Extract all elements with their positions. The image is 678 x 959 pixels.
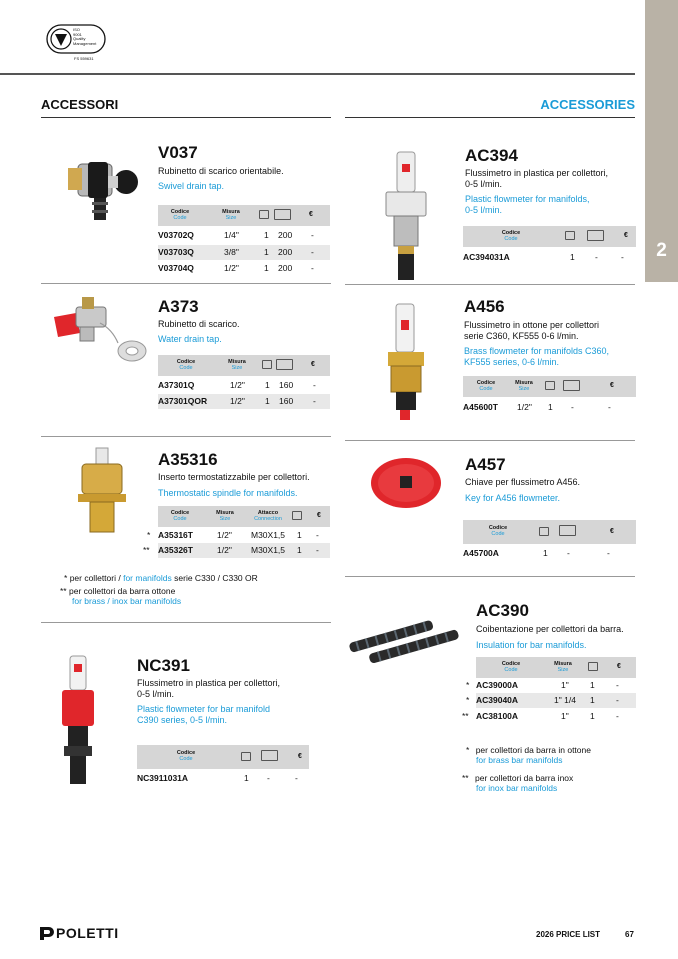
col-misura: Misura (216, 510, 234, 516)
desc-it-line: Flussimetro in ottone per collettori (464, 320, 600, 330)
carton-icon (276, 359, 293, 370)
row-code: AC39040A (476, 695, 519, 705)
table-row (463, 546, 636, 561)
product-code: AC390 (476, 601, 529, 620)
row-price: - (621, 252, 624, 262)
cert-line: Quality (73, 36, 86, 41)
desc-it-line: 0-5 l/min. (465, 179, 503, 189)
row-qty-box: - (571, 402, 574, 412)
row-size: 1/2" (230, 396, 245, 406)
cert-line: 9001 (73, 31, 82, 37)
desc-en-line: C390 series, 0-5 l/min. (137, 715, 228, 725)
a457-image (368, 456, 444, 510)
note-en: for manifolds (123, 573, 172, 583)
table-header (463, 520, 636, 544)
col-euro: € (298, 753, 302, 760)
desc-it: Chiave per flussimetro A456. (465, 477, 581, 487)
box-icon (259, 210, 269, 219)
product-code: A457 (465, 455, 506, 474)
row-size: 1/2" (224, 263, 239, 273)
col-codice: Codice (488, 525, 508, 531)
note-it: per collettori / (69, 573, 121, 583)
col-codice: Codice (170, 510, 190, 516)
desc-en-line: KF555 series, 0-6 l/min. (464, 357, 560, 367)
footnote (64, 573, 258, 583)
desc-en-line: Plastic flowmeter for bar manifold (137, 704, 271, 714)
product-code: A35316 (158, 450, 218, 469)
carton-icon (261, 750, 278, 761)
desc-it: Coibentazione per collettori da barra. (476, 624, 624, 634)
col-euro: € (617, 663, 621, 670)
divider (345, 576, 635, 577)
row-code: A37301Q (158, 380, 195, 390)
row-qty: 1 (265, 396, 270, 406)
section-title-it: ACCESSORI (41, 97, 119, 112)
ac394-image (380, 150, 432, 282)
row-price: - (616, 695, 619, 705)
row-price: - (616, 711, 619, 721)
note-en: for brass bar manifolds (476, 755, 563, 765)
row-qty: 1 (265, 380, 270, 390)
table-row (158, 228, 330, 243)
row-qty: 1 (264, 263, 269, 273)
table-row (462, 678, 636, 693)
table-header (158, 205, 330, 226)
row-qty-box: 200 (278, 247, 293, 257)
row-size: 1/2" (230, 380, 245, 390)
divider (41, 283, 331, 284)
row-code: A37301QOR (158, 396, 208, 406)
box-icon (292, 511, 302, 520)
col-euro: € (610, 528, 614, 535)
row-size: 1/2" (517, 402, 532, 412)
row-price: - (608, 402, 611, 412)
row-price: - (311, 230, 314, 240)
row-qty: 1 (264, 247, 269, 257)
col-attacco: Attacco (257, 510, 279, 516)
table-row (158, 378, 330, 393)
row-qty: 1 (297, 545, 302, 555)
note-mark: ** (462, 773, 469, 783)
row-size: 1/2" (217, 530, 232, 540)
row-size: 1/4" (224, 230, 239, 240)
carton-icon (274, 209, 291, 220)
row-price: - (607, 548, 610, 558)
row-size: 1" 1/4 (554, 695, 576, 705)
col-code: Code (491, 531, 505, 537)
row-size: 1/2" (217, 545, 232, 555)
row-price: - (316, 530, 319, 540)
row-code: A35326T (158, 545, 193, 555)
desc-en-line: Brass flowmeter for manifolds C360, (464, 346, 610, 356)
row-qty: 1 (244, 773, 249, 783)
row-qty-box: - (267, 773, 270, 783)
table-row (463, 400, 636, 415)
box-icon (539, 527, 549, 536)
row-connection: M30X1,5 (251, 530, 286, 540)
desc-it-line: 0-5 l/min. (137, 689, 175, 699)
table-row (158, 261, 330, 276)
row-code: AC39000A (476, 680, 519, 690)
a373-image (52, 293, 152, 365)
desc-it: Rubinetto di scarico. (158, 319, 240, 329)
ac390-image (344, 610, 464, 672)
table-row (158, 394, 330, 409)
note-mark: ** (60, 586, 67, 596)
col-codice: Codice (501, 661, 521, 667)
row-price: - (311, 247, 314, 257)
section-title-en: ACCESSORIES (540, 97, 635, 112)
note-it: per collettori da barra in ottone (475, 745, 591, 755)
header-rule (0, 73, 635, 75)
brand-logo-icon (38, 925, 54, 941)
row-price: - (295, 773, 298, 783)
table-row (462, 709, 636, 724)
section-rule-left (41, 117, 331, 118)
col-codice: Codice (476, 380, 496, 386)
row-code: V03703Q (158, 247, 194, 257)
table-row (143, 543, 330, 558)
col-misura: Misura (515, 380, 533, 386)
row-mark: * (466, 695, 470, 705)
box-icon (545, 381, 555, 390)
row-qty-box: 160 (279, 380, 294, 390)
col-euro: € (309, 211, 313, 218)
col-code: Code (179, 365, 193, 371)
row-size: 1" (561, 711, 569, 721)
col-code: Code (179, 756, 193, 762)
note-en: for inox bar manifolds (476, 783, 558, 793)
divider (41, 622, 331, 623)
table-header (463, 376, 636, 397)
row-price: - (311, 263, 314, 273)
row-code: V03704Q (158, 263, 194, 273)
product-code: A373 (158, 297, 199, 316)
product-code: AC394 (465, 146, 518, 165)
row-code: A45600T (463, 402, 498, 412)
row-code: A35316T (158, 530, 193, 540)
row-code: AC38100A (476, 711, 519, 721)
col-misura: Misura (554, 661, 572, 667)
row-size: 1" (561, 680, 569, 690)
row-qty: 1 (297, 530, 302, 540)
box-icon (565, 231, 575, 240)
desc-it-line: Flussimetro in plastica per collettori, (465, 168, 609, 178)
table-header (463, 226, 636, 247)
row-qty-box: 200 (278, 230, 293, 240)
col-euro: € (624, 232, 628, 239)
footnote-en (476, 783, 557, 793)
note-it2: serie C330 / C330 OR (174, 573, 258, 583)
col-code: Code (504, 667, 518, 673)
footnote-en (72, 596, 181, 606)
row-qty: 1 (590, 711, 595, 721)
footnote (466, 745, 591, 755)
col-codice: Codice (176, 750, 196, 756)
table-row (463, 250, 636, 265)
row-qty: 1 (548, 402, 553, 412)
col-codice: Codice (176, 359, 196, 365)
cert-code: FS 559631 (74, 56, 94, 61)
desc-it: Inserto termostatizzabile per collettori. (158, 472, 310, 482)
col-misura: Misura (228, 359, 246, 365)
table-row (143, 528, 330, 543)
desc-en: Thermostatic spindle for manifolds. (158, 488, 298, 498)
box-icon (262, 360, 272, 369)
row-qty: 1 (570, 252, 575, 262)
table-row (158, 245, 330, 260)
row-mark: * (147, 530, 151, 540)
row-qty: 1 (264, 230, 269, 240)
desc-en-line: Plastic flowmeter for manifolds, (465, 194, 590, 204)
table-header (158, 355, 330, 376)
desc-en-line: 0-5 l/min. (465, 205, 503, 215)
row-mark: ** (143, 545, 150, 555)
product-code: NC391 (137, 656, 190, 675)
box-icon (241, 752, 251, 761)
note-mark: * (466, 745, 470, 755)
col-size: Size (557, 667, 569, 673)
chapter-number: 2 (656, 240, 667, 261)
col-size: Size (518, 386, 530, 392)
row-code: A45700A (463, 548, 499, 558)
divider (345, 440, 635, 441)
row-price: - (616, 680, 619, 690)
table-row (137, 771, 309, 786)
cert-line: Management (73, 40, 97, 46)
row-qty-box: 200 (278, 263, 293, 273)
v037-image (64, 150, 142, 225)
footnote (462, 773, 573, 783)
row-code: AC394031A (463, 252, 510, 262)
row-size: 3/8" (224, 247, 239, 257)
certification-logo (46, 24, 106, 54)
desc-it: Rubinetto di scarico orientabile. (158, 166, 284, 176)
table-row (462, 693, 636, 708)
carton-icon (563, 380, 580, 391)
nc391-image (58, 654, 98, 786)
row-code: NC3911031A (137, 773, 189, 783)
page-number: 67 (625, 930, 634, 939)
col-misura: Misura (222, 209, 240, 215)
desc-it-line: serie C360, KF555 0-6 l/min. (464, 331, 579, 341)
row-price: - (313, 380, 316, 390)
col-code: Code (504, 236, 518, 242)
col-euro: € (610, 382, 614, 389)
brand-name: POLETTI (56, 925, 119, 941)
note-it: per collettori da barra inox (475, 773, 574, 783)
col-codice: Codice (501, 230, 521, 236)
col-code: Code (479, 386, 493, 392)
a456-image (384, 302, 428, 424)
footnote (60, 586, 175, 596)
row-qty-box: - (595, 252, 598, 262)
product-code: A456 (464, 297, 505, 316)
table-header (476, 657, 636, 678)
desc-it-line: Flussimetro in plastica per collettori, (137, 678, 281, 688)
section-rule-right (345, 117, 635, 118)
row-mark: ** (462, 711, 469, 721)
row-code: V03702Q (158, 230, 194, 240)
col-size: Size (225, 215, 237, 221)
row-price: - (316, 545, 319, 555)
row-connection: M30X1,5 (251, 545, 286, 555)
row-qty: 1 (590, 695, 595, 705)
price-list-label: 2026 PRICE LIST (536, 930, 601, 939)
carton-icon (587, 230, 604, 241)
divider (345, 284, 635, 285)
col-euro: € (317, 512, 321, 519)
row-qty-box: - (567, 548, 570, 558)
desc-en: Water drain tap. (158, 334, 222, 344)
a35316-image (74, 446, 130, 538)
col-size: Size (231, 365, 243, 371)
col-size: Size (219, 516, 231, 522)
row-mark: * (466, 680, 470, 690)
desc-en: Key for A456 flowmeter. (465, 493, 561, 503)
product-code: V037 (158, 143, 198, 162)
note-mark: * (64, 573, 68, 583)
row-qty-box: 160 (279, 396, 294, 406)
desc-en: Swivel drain tap. (158, 181, 225, 191)
desc-en: Insulation for bar manifolds. (476, 640, 587, 650)
note-it: per collettori da barra ottone (69, 586, 176, 596)
cert-line: ISO (73, 27, 80, 32)
row-qty: 1 (543, 548, 548, 558)
table-header (137, 745, 309, 769)
col-code: Code (173, 516, 187, 522)
col-euro: € (311, 361, 315, 368)
table-header (158, 506, 330, 527)
carton-icon (559, 525, 576, 536)
divider (41, 436, 331, 437)
row-qty: 1 (590, 680, 595, 690)
box-icon (588, 662, 598, 671)
note-en: for brass / inox bar manifolds (72, 596, 182, 606)
col-code: Code (173, 215, 187, 221)
footnote-en (476, 755, 562, 765)
col-connection: Connection (254, 516, 282, 522)
col-codice: Codice (170, 209, 190, 215)
row-price: - (313, 396, 316, 406)
